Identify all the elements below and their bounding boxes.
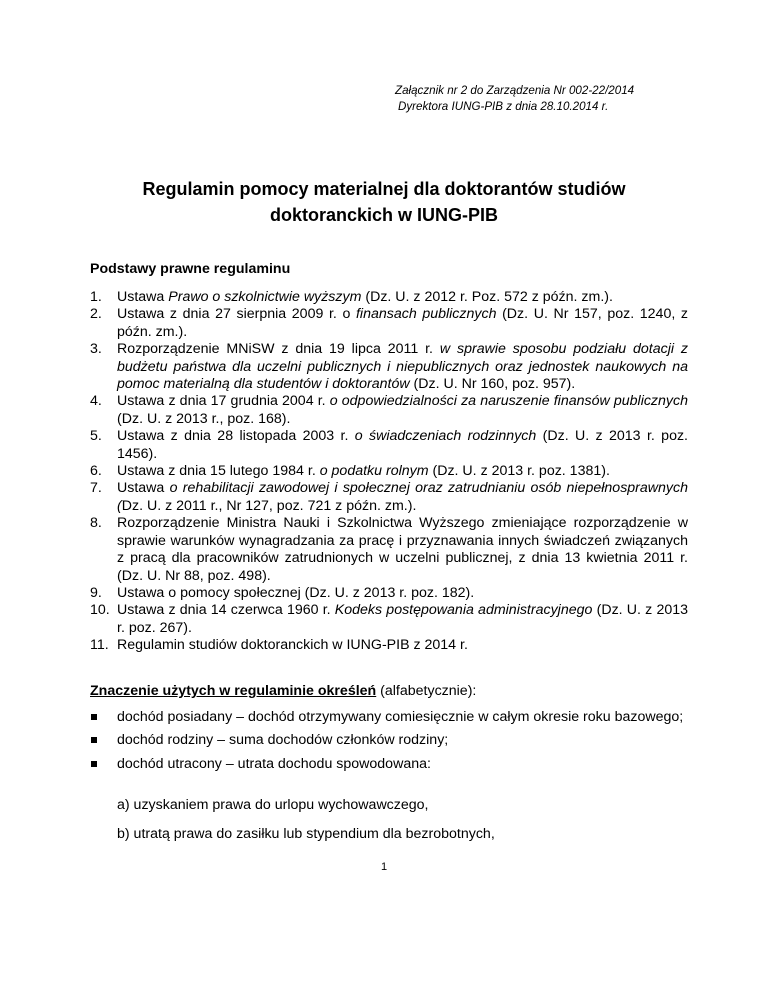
list-item xyxy=(90,463,688,480)
item-number: 6. xyxy=(90,463,102,480)
item-italic-text: o podatku rolnym xyxy=(319,463,429,480)
item-italic-text: o świadczeniach rodzinnych xyxy=(354,428,537,445)
item-number: 10. xyxy=(90,602,110,619)
item-text: Ustawa z dnia 17 grudnia 2004 r. xyxy=(117,393,330,410)
item-text: Rozporządzenie Ministra Nauki i Szkolnictwa Wyższego zmieniające rozporządzenie w sprawie warunków wynagradzania za pracę i przyznawania innych świadczeń związanych z pracą dla pracowników zatrudnionych w uczelni publicznej, z dnia 13 kwietnia 2011 r. (Dz. U. Nr 88, poz. 498). xyxy=(117,515,688,584)
item-text: Ustawa z dnia 14 czerwca 1960 r. xyxy=(117,602,335,619)
item-text: dochód posiadany – dochód otrzymywany comiesięcznie w całym okresie roku bazowego; xyxy=(117,709,684,725)
list-item xyxy=(90,756,688,773)
sublist-item: b) utratą prawa do zasiłku lub stypendium dla bezrobotnych, xyxy=(117,826,495,843)
item-number: 2. xyxy=(90,306,102,323)
item-number: 11. xyxy=(90,637,109,654)
definitions-heading-line xyxy=(90,683,476,700)
item-italic-text: o rehabilitacji zawodowej i społecznej oraz zatrudnianiu osób niepełnosprawnych ( xyxy=(117,480,689,514)
list-item xyxy=(90,480,688,515)
list-item xyxy=(90,289,688,306)
header-line-2: Dyrektora IUNG-PIB z dnia 28.10.2014 r. xyxy=(398,100,609,113)
item-italic-text: Prawo o szkolnictwie wyższym xyxy=(168,289,362,305)
item-text: dochód rodziny – suma dochodów członków rodziny; xyxy=(117,732,449,749)
item-text: (Dz. U. z 2013 r. poz. 267). xyxy=(117,602,689,636)
list-item xyxy=(90,341,688,393)
item-italic-text: finansach publicznych xyxy=(355,306,497,323)
title-line-2: doktoranckich w IUNG-PIB xyxy=(269,205,499,225)
list-item xyxy=(90,732,688,749)
item-number: 8. xyxy=(90,515,102,532)
item-text: (Dz. U. z 2013 r. poz. 1381). xyxy=(428,463,610,480)
item-text: Ustawa xyxy=(117,480,170,497)
list-item xyxy=(90,602,688,637)
list-item xyxy=(90,393,688,428)
item-text: (Dz. U. z 2012 r. Poz. 572 z późn. zm.). xyxy=(361,289,613,305)
item-text: Dz. U. z 2011 r., Nr 127, poz. 721 z późn. zm.). xyxy=(121,497,417,514)
header-line-1: Załącznik nr 2 do Zarządzenia Nr 002-22/2014 xyxy=(395,84,635,97)
list-item xyxy=(90,428,688,463)
definitions-heading-suffix: (alfabetycznie): xyxy=(376,683,477,699)
definitions-sublist xyxy=(117,797,687,856)
item-italic-text: o odpowiedzialności za naruszenie finansów publicznych xyxy=(329,393,688,410)
item-text: (Dz. U. Nr 160, poz. 957). xyxy=(409,376,576,393)
item-text: (Dz. U. Nr 157, poz. 1240, z późn. zm.). xyxy=(117,306,688,340)
item-text: Regulamin studiów doktoranckich w IUNG-PIB z 2014 r. xyxy=(117,637,468,654)
list-item xyxy=(90,306,688,341)
item-text: Ustawa xyxy=(117,289,169,305)
item-number: 5. xyxy=(90,428,102,445)
item-italic-text: Kodeks postępowania administracyjnego xyxy=(334,602,593,619)
item-text: Ustawa z dnia 27 sierpnia 2009 r. o xyxy=(117,306,356,323)
item-number: 3. xyxy=(90,341,102,358)
definitions-heading: Znaczenie użytych w regulaminie określeń xyxy=(90,683,377,699)
item-text: dochód utracony – utrata dochodu spowodowana: xyxy=(117,755,431,772)
bullet-square-icon xyxy=(91,714,97,720)
item-number: 9. xyxy=(90,584,102,601)
item-number: 7. xyxy=(90,480,102,497)
item-italic-text: w sprawie sposobu podziału dotacji z budżetu państwa dla uczelni publicznych i niepublicznych oraz jednostek naukowych na pomoc materialną dla studentów i doktorantów xyxy=(117,341,689,393)
item-text: Rozporządzenie MNiSW z dnia 19 lipca 2011 r. xyxy=(117,341,440,358)
list-item xyxy=(90,585,688,602)
list-item xyxy=(90,637,688,654)
document-title xyxy=(90,176,678,228)
item-number: 4. xyxy=(90,393,102,410)
item-text: (Dz. U. z 2013 r., poz. 168). xyxy=(117,410,291,427)
title-line-1: Regulamin pomocy materialnej dla doktorantów studiów xyxy=(142,179,626,199)
item-text: Ustawa z dnia 15 lutego 1984 r. xyxy=(117,463,320,480)
item-number: 1. xyxy=(90,289,102,305)
bullet-square-icon xyxy=(91,761,97,767)
item-text: Ustawa o pomocy społecznej (Dz. U. z 2013 r. poz. 182). xyxy=(117,584,475,601)
page-number: 1 xyxy=(380,861,388,873)
sublist-item: a) uzyskaniem prawa do urlopu wychowawczego, xyxy=(117,797,429,813)
document-header xyxy=(395,83,725,115)
list-item xyxy=(90,709,688,726)
item-text: Ustawa z dnia 28 listopada 2003 r. xyxy=(117,428,355,445)
list-item xyxy=(90,515,688,585)
legal-basis-heading: Podstawy prawne regulaminu xyxy=(90,261,291,277)
bullet-square-icon xyxy=(91,737,97,743)
item-text: (Dz. U. z 2013 r. poz. 1456). xyxy=(117,428,688,462)
legal-basis-list xyxy=(90,289,688,655)
definitions-list xyxy=(90,709,688,779)
